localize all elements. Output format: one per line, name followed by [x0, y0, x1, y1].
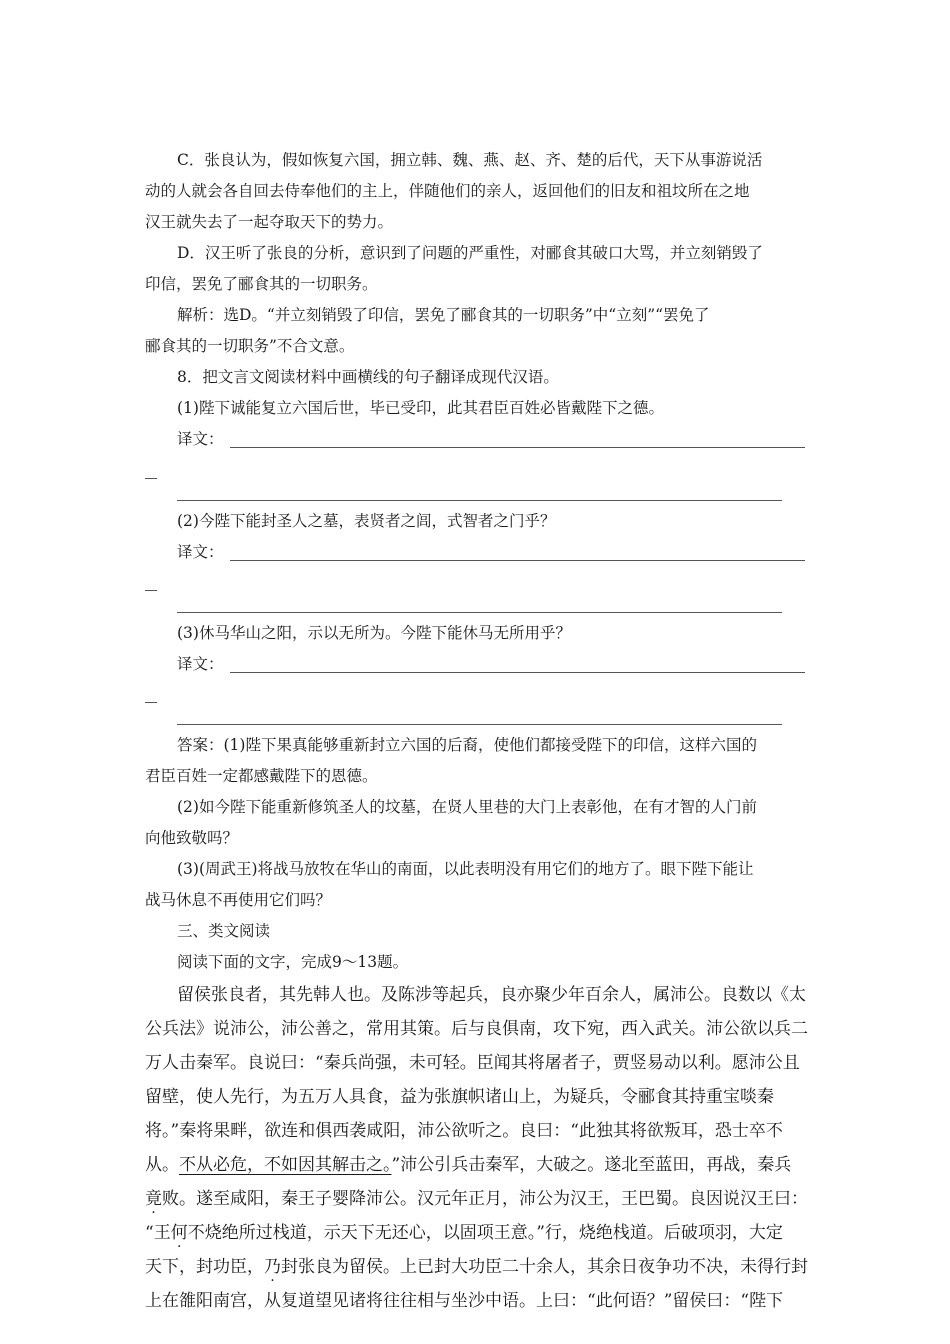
- section-heading: 三、类文阅读: [177, 922, 271, 940]
- question-8-title: 8．把文言文阅读材料中画横线的句子翻译成现代汉语。: [177, 368, 559, 386]
- option-c-line-3: 汉王就失去了一起夺取天下的势力。: [145, 213, 394, 231]
- section-instruction: 阅读下面的文字，完成9～13题。: [177, 953, 409, 971]
- translation-label-3: 译文：: [177, 655, 224, 673]
- answer-1-line-2: 君臣百姓一定都感戴陛下的恩德。: [145, 767, 378, 785]
- answer-2-line-2: 向他致敬吗？: [145, 829, 239, 847]
- answer-line: [145, 478, 157, 479]
- passage-line-5: 将。”秦将果畔，欲连和俱西袭咸阳，沛公欲听之。良曰：“此独其将欲叛耳，恐士卒不: [145, 1121, 783, 1141]
- underlined-sentence: 不从必危，不如因其解击之。: [179, 1155, 392, 1175]
- answer-line: [145, 702, 157, 703]
- answer-line: [230, 672, 805, 673]
- answer-line: [145, 590, 157, 591]
- analysis-line-2: 郦食其的一切职务”不合文意。: [145, 337, 355, 355]
- answer-3-line-1: (3)(周武王)将战马放牧在华山的南面，以此表明没有用它们的地方了。眼下陛下能让: [177, 860, 754, 878]
- passage-text: 从。: [145, 1155, 179, 1175]
- passage-line-6: [145, 1155, 791, 1175]
- answer-line: [230, 447, 805, 448]
- answer-line: [177, 724, 782, 725]
- passage-text: “王: [145, 1223, 171, 1243]
- analysis-line-1: 解析：选D。“并立刻销毁了印信，罢免了郦食其的一切职务”中“立刻”“罢免了: [177, 306, 710, 324]
- answer-line: [177, 612, 782, 613]
- passage-line-7: [145, 1189, 808, 1209]
- passage-line-10: 上在雒阳南宫，从复道望见诸将往往相与坐沙中语。上曰：“此何语？”留侯曰：“陛下: [145, 1291, 784, 1311]
- option-d-line-2: 印信，罢免了郦食其的一切职务。: [145, 275, 378, 293]
- option-d-line-1: D．汉王听了张良的分析，意识到了问题的严重性，对郦食其破口大骂，并立刻销毁了: [177, 244, 763, 262]
- option-c-line-2: 动的人就会各自回去侍奉他们的主上，伴随他们的亲人，返回他们的旧友和祖坟所在之地: [145, 182, 750, 200]
- translation-label-2: 译文：: [177, 543, 224, 561]
- passage-text: 败。遂至咸阳，秦王子婴降沛公。汉元年正月，沛公为汉王，王巴蜀。良因说汉王曰：: [162, 1189, 808, 1209]
- question-8-sentence-1: (1)陛下诚能复立六国后世，毕已受印，此其君臣百姓必皆戴陛下之德。: [177, 399, 664, 417]
- dotted-character: 乃: [264, 1257, 281, 1277]
- question-8-sentence-3: (3)休马华山之阳，示以无所为。今陛下能休马无所用乎？: [177, 624, 571, 642]
- passage-text: 天下，封功臣，: [145, 1257, 264, 1277]
- answer-line: [177, 500, 782, 501]
- passage-line-8: [145, 1223, 783, 1243]
- translation-label-1: 译文：: [177, 430, 224, 448]
- passage-line-9: [145, 1257, 808, 1277]
- question-8-sentence-2: (2)今陛下能封圣人之墓，表贤者之闾，式智者之门乎？: [177, 512, 556, 530]
- passage-line-1: 留侯张良者，其先韩人也。及陈涉等起兵，良亦聚少年百余人，属沛公。良数以《太: [177, 985, 806, 1005]
- passage-text: 封张良为留侯。上已封大功臣二十余人，其余日夜争功不决，未得行封: [281, 1257, 808, 1277]
- passage-text: ”沛公引兵击秦军，大破之。遂北至蓝田，再战，秦兵: [391, 1155, 792, 1175]
- answer-2-line-1: (2)如今陛下能重新修筑圣人的坟墓，在贤人里巷的大门上表彰他，在有才智的人门前: [177, 798, 757, 816]
- passage-line-3: 万人击秦军。良说曰：“秦兵尚强，未可轻。臣闻其将屠者子，贾竖易动以利。愿沛公且: [145, 1053, 800, 1073]
- answer-1-line-1: 答案：(1)陛下果真能够重新封立六国的后裔，使他们都接受陛下的印信，这样六国的: [177, 736, 757, 754]
- dotted-character: 何: [170, 1223, 188, 1243]
- answer-3-line-2: 战马休息不再使用它们吗？: [145, 891, 332, 909]
- passage-text: 不烧绝所过栈道，示天下无还心，以固项王意。”行，烧绝栈道。后破项羽，大定: [187, 1223, 783, 1243]
- answer-line: [230, 560, 805, 561]
- option-c-line-1: C．张良认为，假如恢复六国，拥立韩、魏、燕、赵、齐、楚的后代，天下从事游说活: [177, 151, 763, 169]
- passage-line-4: 留壁，使人先行，为五万人具食，益为张旗帜诸山上，为疑兵，令郦食其持重宝啖秦: [145, 1087, 774, 1107]
- passage-line-2: 公兵法》说沛公，沛公善之，常用其策。后与良俱南，攻下宛，西入武关。沛公欲以兵二: [145, 1019, 808, 1039]
- dotted-character: 竟: [145, 1189, 162, 1209]
